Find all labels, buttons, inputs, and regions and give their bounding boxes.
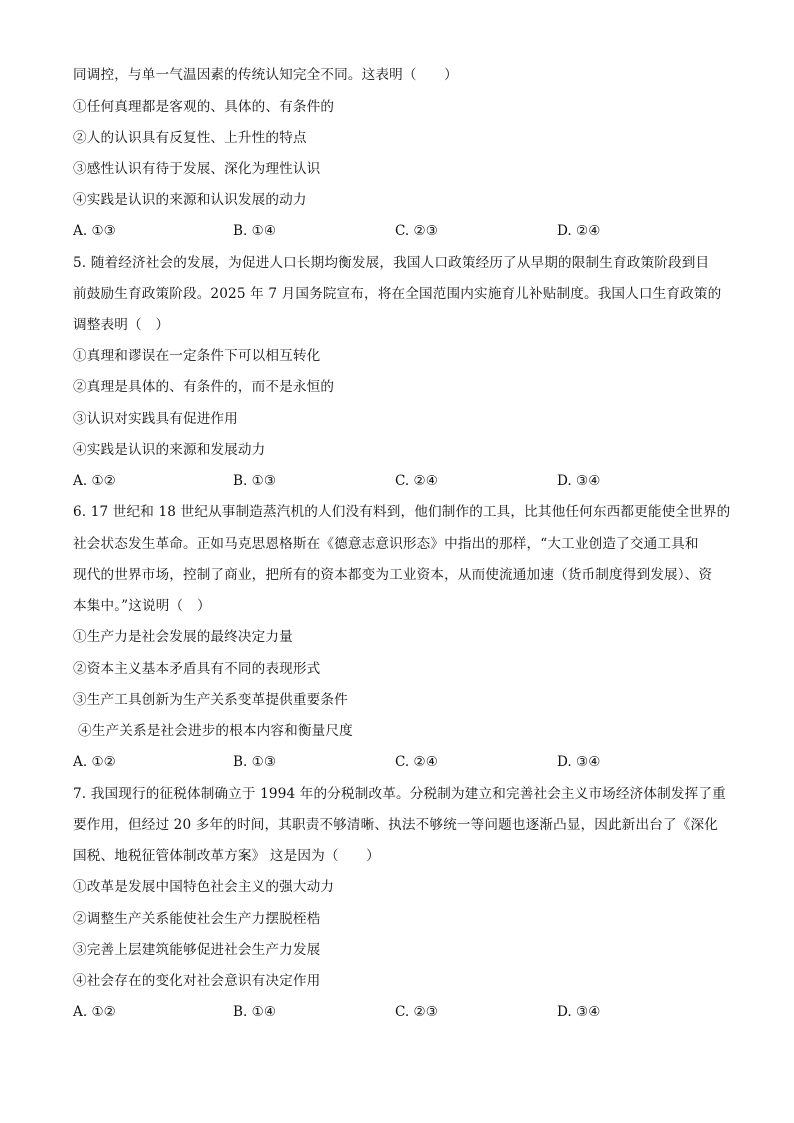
option-b: B. ①④: [233, 223, 277, 239]
question-4-statement-1: ①任何真理都是客观的、具体的、有条件的: [73, 99, 335, 115]
question-5-stem-line: 5. 随着经济社会的发展，为促进人口长期均衡发展，我国人口政策经历了从早期的限制生育政策阶段到目: [73, 255, 710, 271]
option-b: B. ①④: [233, 1004, 277, 1020]
option-a: A. ①②: [73, 473, 116, 489]
question-6-stem-line: 6. 17 世纪和 18 世纪从事制造蒸汽机的人们没有料到，他们制作的工具，比其他任何东西都更能使全世界的: [73, 504, 731, 520]
option-c: C. ②④: [395, 754, 438, 770]
option-d: D. ③④: [557, 473, 601, 489]
question-6-statement-1: ①生产力是社会发展的最终决定力量: [73, 629, 293, 645]
question-6-statement-2: ②资本主义基本矛盾具有不同的表现形式: [73, 661, 321, 677]
question-7-statement-3: ③完善上层建筑能够促进社会生产力发展: [73, 942, 321, 958]
question-4-statement-4: ④实践是认识的来源和认识发展的动力: [73, 192, 307, 208]
question-6-statement-4: ④生产关系是社会进步的根本内容和衡量尺度: [78, 723, 353, 739]
question-5-statement-2: ②真理是具体的、有条件的，而不是永恒的: [73, 379, 335, 395]
option-b: B. ①③: [233, 473, 277, 489]
question-4-options: [73, 222, 733, 240]
question-6-statement-3: ③生产工具创新为生产关系变革提供重要条件: [73, 692, 348, 708]
question-5-stem-line: 调整表明（ ）: [73, 317, 170, 333]
question-7-statement-2: ②调整生产关系能使社会生产力摆脱桎梏: [73, 911, 321, 927]
question-7-stem-line: 国税、地税征管体制改革方案》 这是因为（ ）: [73, 848, 380, 864]
option-d: D. ③④: [557, 1004, 601, 1020]
question-5-options: [73, 472, 733, 490]
question-5-statement-3: ③认识对实践具有促进作用: [73, 411, 238, 427]
question-6-stem-line: 社会状态发生革命。正如马克思恩格斯在《德意志意识形态》中指出的那样，“大工业创造了交通工具和: [73, 536, 699, 552]
question-4-statement-3: ③感性认识有待于发展、深化为理性认识: [73, 161, 321, 177]
question-5-stem-line: 前鼓励生育政策阶段。2025 年 7 月国务院宣布，将在全国范围内实施育儿补贴制度。我国人口生育政策的: [73, 286, 722, 302]
question-6-stem-line: 本集中。”这说明（ ）: [73, 598, 211, 614]
option-a: A. ①②: [73, 1004, 116, 1020]
option-d: D. ②④: [557, 223, 601, 239]
question-7-options: [73, 1003, 733, 1021]
option-b: B. ①③: [233, 754, 277, 770]
option-c: C. ②④: [395, 473, 438, 489]
question-7-statement-4: ④社会存在的变化对社会意识有决定作用: [73, 973, 321, 989]
option-d: D. ③④: [557, 754, 601, 770]
question-4-stem-line: 同调控，与单一气温因素的传统认知完全不同。这表明（ ）: [73, 67, 458, 83]
option-a: A. ①③: [73, 223, 116, 239]
question-4-statement-2: ②人的认识具有反复性、上升性的特点: [73, 130, 307, 146]
question-5-statement-4: ④实践是认识的来源和发展动力: [73, 442, 266, 458]
question-7-stem-line: 7. 我国现行的征税体制确立于 1994 年的分税制改革。分税制为建立和完善社会主义市场经济体制发挥了重: [73, 786, 726, 802]
question-6-options: [73, 753, 733, 771]
option-c: C. ②③: [395, 1004, 438, 1020]
question-7-stem-line: 要作用，但经过 20 多年的时间，其职责不够清晰、执法不够统一等问题也逐渐凸显，因此新出台了《深化: [73, 817, 719, 833]
question-7-statement-1: ①改革是发展中国特色社会主义的强大动力: [73, 879, 335, 895]
option-c: C. ②③: [395, 223, 438, 239]
question-5-statement-1: ①真理和谬误在一定条件下可以相互转化: [73, 348, 321, 364]
question-6-stem-line: 现代的世界市场，控制了商业，把所有的资本都变为工业资本，从而使流通加速（货币制度得到发展）、资: [73, 567, 713, 583]
option-a: A. ①②: [73, 754, 116, 770]
